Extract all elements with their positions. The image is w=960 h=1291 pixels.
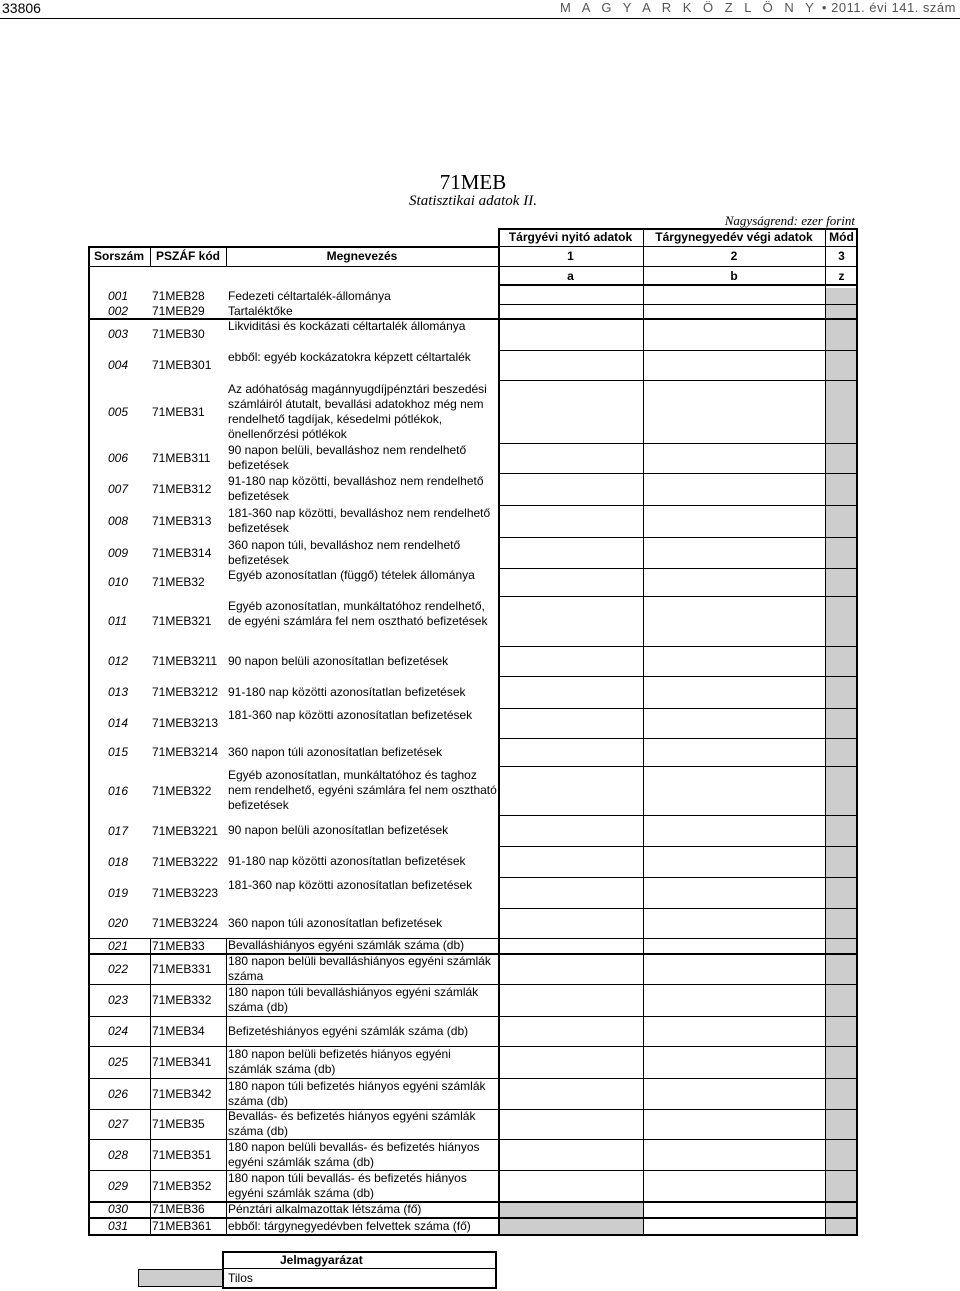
row-description: Egyéb azonosítatlan, munkáltatóhoz és taghoz nem rendelhető, egyéni számlára fel nem osztható befizetések (228, 768, 497, 812)
row-description: Fedezeti céltartalék-állománya (228, 288, 391, 303)
row-description: 91-180 nap közötti azonosítatlan befizetések (228, 854, 466, 868)
header-rule (498, 284, 858, 286)
row-description: Az adóhatóság magánnyugdíjpénztári beszedési számláiról átutalt, bevallási adatokhoz még nem rendelhető tagdíjak, késedelmi pótlékok, önellenőrzési pótlékok (228, 381, 487, 441)
legend-gray-swatch (138, 1269, 223, 1287)
row-divider (498, 1016, 858, 1017)
row-pszaf-code: 71MEB342 (152, 1086, 212, 1101)
header-rule (498, 246, 858, 247)
row-pszaf-code: 71MEB3221 (152, 823, 219, 838)
row-description: 181-360 nap közötti azonosítatlan befizetések (228, 708, 473, 722)
row-description: 91-180 nap közötti, bevalláshoz nem rendelhető befizetések (228, 474, 484, 503)
row-description: 360 napon túli, bevalláshoz nem rendelhető befizetések (228, 537, 461, 567)
row-divider (498, 984, 858, 985)
row-divider (498, 505, 858, 506)
row-description: ebből: tárgynegyedévben felvettek száma (fő) (228, 1218, 471, 1233)
col-heading-quarter-end: Tárgynegyedév végi adatok (655, 230, 813, 244)
row-divider (498, 473, 858, 474)
row-pszaf-code: 71MEB3213 (152, 716, 219, 730)
row-pszaf-code: 71MEB341 (152, 1055, 212, 1069)
row-pszaf-code: 71MEB34 (152, 1024, 205, 1038)
row-divider (498, 1078, 858, 1079)
row-divider (498, 350, 858, 351)
row-number: 015 (108, 745, 129, 759)
form-subtitle: Statisztikai adatok II. (409, 193, 537, 209)
row-number: 017 (108, 823, 129, 838)
row-pszaf-code: 71MEB361 (152, 1219, 212, 1233)
row-description: 91-180 nap közötti azonosítatlan befizetések (228, 684, 466, 699)
row-pszaf-code: 71MEB311 (152, 451, 211, 465)
row-number: 006 (108, 451, 129, 465)
row-pszaf-code: 71MEB322 (152, 783, 212, 798)
row-description: Egyéb azonosítatlan, munkáltatóhoz rendelhető, de egyéni számlára fel nem osztható befizetések (228, 598, 488, 628)
row-number: 007 (108, 482, 129, 496)
row-number: 016 (108, 783, 129, 798)
row-pszaf-code: 71MEB314 (152, 545, 212, 560)
legend-title: Jelmagyarázat (280, 1253, 363, 1267)
col-letter-z: z (838, 269, 845, 283)
row-number: 027 (108, 1117, 129, 1131)
row-pszaf-code: 71MEB301 (152, 358, 212, 372)
row-divider (498, 646, 858, 647)
row-description: 360 napon túli azonosítatlan befizetések (228, 915, 443, 930)
col-number-1: 1 (567, 249, 574, 263)
row-description: 90 napon belüli, bevalláshoz nem rendelhető befizetések (228, 443, 467, 472)
column-divider (150, 938, 151, 1236)
row-description: 360 napon túli azonosítatlan befizetések (228, 744, 443, 759)
row-pszaf-code: 71MEB351 (152, 1147, 212, 1162)
row-number: 014 (108, 716, 129, 730)
row-pszaf-code: 71MEB3224 (152, 916, 219, 930)
row-pszaf-code: 71MEB30 (152, 327, 205, 341)
col-heading-opening: Tárgyévi nyitó adatok (508, 230, 633, 244)
row-description: 180 napon belüli bevalláshiányos egyéni számlák száma (228, 953, 491, 983)
row-divider (498, 708, 858, 709)
row-description: ebből: egyéb kockázatokra képzett céltartalék (228, 350, 471, 364)
scale-note: Nagyságrend: ezer forint (724, 213, 855, 228)
row-number: 009 (108, 545, 129, 560)
col-heading-sorszam: Sorszám (93, 249, 145, 263)
row-pszaf-code: 71MEB352 (152, 1178, 212, 1193)
row-number: 010 (108, 575, 129, 589)
row-number: 004 (108, 358, 129, 372)
row-number: 020 (108, 916, 129, 930)
row-number: 002 (108, 304, 129, 318)
row-number: 001 (108, 289, 129, 303)
page-number: 33806 (2, 0, 41, 16)
row-pszaf-code: 71MEB332 (152, 993, 212, 1007)
journal-header (560, 0, 956, 15)
row-divider (498, 1217, 858, 1219)
row-description: 180 napon túli bevallás- és befizetés hiányos egyéni számlák száma (db) (228, 1170, 467, 1200)
row-divider (498, 738, 858, 739)
row-divider (498, 380, 858, 381)
row-pszaf-code: 71MEB28 (152, 289, 205, 303)
row-divider (498, 1139, 858, 1140)
row-number: 012 (108, 654, 129, 668)
row-divider (498, 815, 858, 816)
row-pszaf-code: 71MEB36 (152, 1202, 205, 1216)
row-divider (498, 443, 858, 444)
row-number: 025 (108, 1055, 129, 1069)
row-number: 005 (108, 404, 129, 419)
row-divider (498, 318, 858, 320)
legend-tilos-label: Tilos (228, 1271, 253, 1285)
row-description: 181-360 nap közötti azonosítatlan befizetések (228, 877, 473, 892)
row-pszaf-code: 71MEB3222 (152, 854, 219, 869)
row-description: 180 napon belüli bevallás- és befizetés hiányos egyéni számlák száma (db) (228, 1139, 480, 1169)
row-divider (498, 1170, 858, 1171)
header-rule (88, 266, 858, 267)
row-divider (498, 766, 858, 767)
row-pszaf-code: 71MEB29 (152, 304, 205, 318)
row-divider (498, 1109, 858, 1110)
row-pszaf-code: 71MEB331 (152, 961, 212, 976)
header-rule (0, 18, 960, 19)
row-divider (498, 953, 858, 955)
row-divider (498, 1201, 858, 1203)
row-number: 008 (108, 514, 129, 528)
row-pszaf-code: 71MEB35 (152, 1117, 205, 1131)
row-number: 024 (108, 1024, 129, 1038)
col-number-2: 2 (730, 249, 738, 263)
col-heading-megnevezes: Megnevezés (326, 249, 398, 263)
row-divider (498, 676, 858, 677)
row-divider (498, 304, 858, 305)
row-divider (498, 596, 858, 597)
row-divider (498, 537, 858, 538)
row-description: Pénztári alkalmazottak létszáma (fő) (228, 1201, 422, 1216)
row-description: Bevalláshiányos egyéni számlák száma (db) (228, 938, 465, 952)
col-letter-b: b (730, 269, 738, 283)
journal-name: M A G Y A R K Ö Z L Ö N Y (560, 0, 818, 15)
col-heading-pszaf-code: PSZÁF kód (155, 249, 220, 263)
issue-label: 2011. évi 141. szám (831, 0, 956, 15)
row-pszaf-code: 71MEB313 (152, 514, 212, 528)
row-divider (498, 846, 858, 847)
col-heading-mod: Mód (829, 230, 854, 244)
row-number: 011 (108, 614, 128, 628)
row-number: 030 (108, 1202, 129, 1216)
row-description: Bevallás- és befizetés hiányos egyéni számlák száma (db) (228, 1109, 476, 1138)
row-pszaf-code: 71MEB321 (152, 614, 212, 628)
row-description: 181-360 nap közötti, bevalláshoz nem rendelhető befizetések (228, 506, 491, 535)
row-description: Tartaléktőke (228, 304, 293, 318)
row-number: 022 (108, 961, 129, 976)
row-description: 180 napon belüli befizetés hiányos egyéni számlák száma (db) (228, 1047, 451, 1076)
row-number: 018 (108, 854, 129, 869)
row-pszaf-code: 71MEB3211 (152, 654, 218, 668)
row-number: 021 (108, 938, 129, 953)
row-pszaf-code: 71MEB33 (152, 938, 205, 953)
row-pszaf-code: 71MEB31 (152, 404, 205, 419)
row-divider (498, 1046, 858, 1047)
row-number: 028 (108, 1147, 129, 1162)
row-pszaf-code: 71MEB312 (152, 482, 212, 496)
row-pszaf-code: 71MEB3214 (152, 745, 219, 759)
row-pszaf-code: 71MEB3212 (152, 685, 219, 699)
row-divider (498, 938, 858, 939)
column-divider (226, 938, 227, 1236)
row-description: 90 napon belüli azonosítatlan befizetések (228, 653, 449, 668)
row-description: Befizetéshiányos egyéni számlák száma (db) (228, 1023, 469, 1038)
legend-divider (222, 1268, 497, 1269)
row-pszaf-code: 71MEB32 (152, 575, 205, 589)
row-description: Likviditási és kockázati céltartalék állománya (228, 319, 466, 333)
col-number-3: 3 (838, 249, 845, 263)
row-divider (498, 908, 858, 909)
form-code: 71MEB (439, 170, 507, 194)
row-description: 180 napon túli befizetés hiányos egyéni számlák száma (db) (228, 1078, 486, 1108)
row-number: 019 (108, 885, 129, 900)
row-number: 029 (108, 1178, 129, 1193)
row-divider (498, 877, 858, 878)
row-divider (88, 1016, 498, 1017)
row-description: 90 napon belüli azonosítatlan befizetések (228, 823, 449, 837)
bullet-separator: • (821, 0, 827, 15)
col-letter-a: a (567, 269, 574, 283)
row-description: 180 napon túli bevalláshiányos egyéni számlák száma (db) (228, 985, 479, 1014)
row-divider (498, 568, 858, 569)
row-number: 003 (108, 327, 129, 341)
row-description: Egyéb azonosítatlan (függő) tételek állománya (228, 568, 475, 582)
row-pszaf-code: 71MEB3223 (152, 885, 219, 900)
row-number: 026 (108, 1086, 129, 1101)
row-number: 031 (108, 1219, 129, 1233)
row-number: 013 (108, 685, 129, 699)
row-number: 023 (108, 993, 129, 1007)
